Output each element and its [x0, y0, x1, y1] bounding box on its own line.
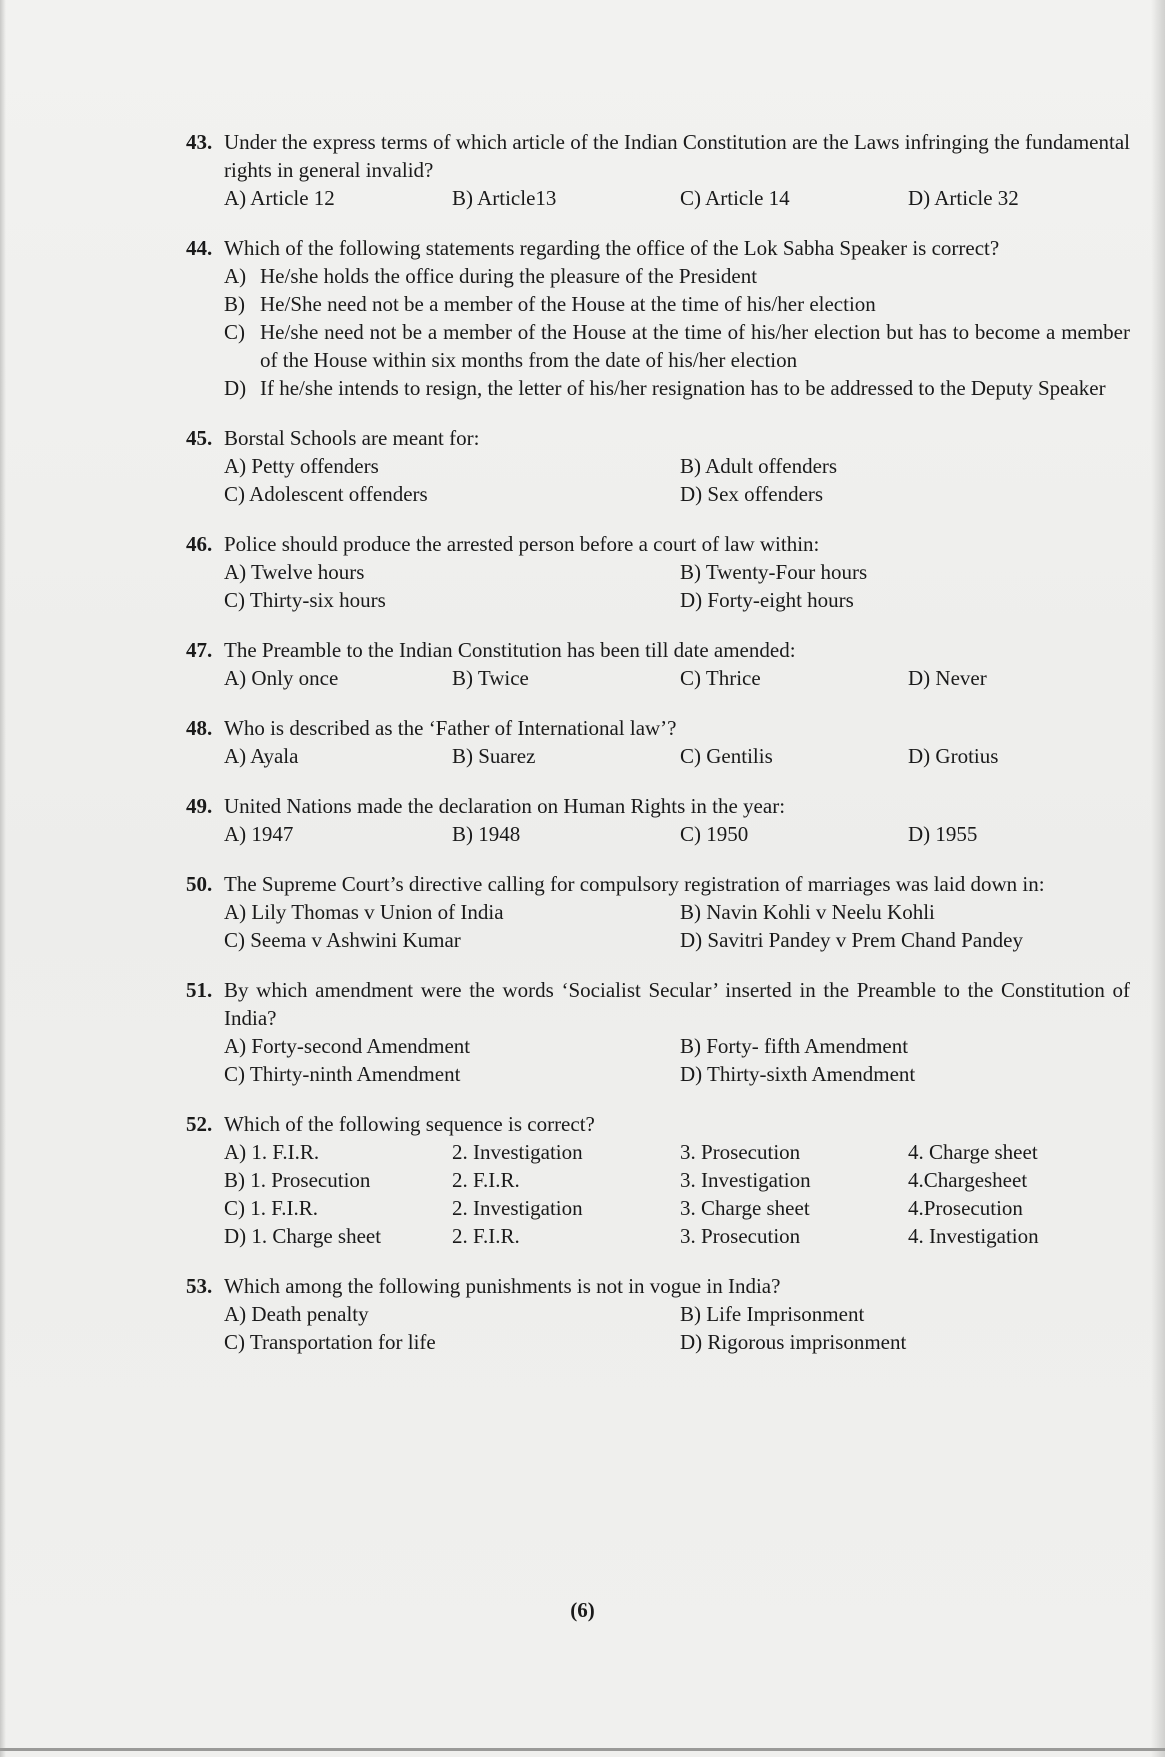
sequence-step: 2. F.I.R. [452, 1168, 520, 1192]
question-text: Under the express terms of which article of the Indian Constitution are the Laws infringing the fundamental rights in general invalid? [224, 130, 1130, 182]
options [224, 1138, 1130, 1250]
option-c [224, 1194, 1130, 1222]
option-b: B) Twenty-Four hours [680, 560, 868, 584]
option-a [224, 1138, 1130, 1166]
option-b [224, 1166, 1130, 1194]
question-number: 47. [186, 638, 213, 662]
option-b: B) Suarez [452, 744, 536, 768]
question-text: United Nations made the declaration on Human Rights in the year: [224, 794, 786, 818]
scan-edge-right [1151, 0, 1165, 1757]
option-label: C) [224, 320, 245, 344]
option-d: D) Never [908, 666, 987, 690]
options [224, 1032, 1130, 1088]
question-43 [186, 128, 1130, 212]
question-number: 48. [186, 716, 213, 740]
option-b [224, 290, 1130, 318]
options [224, 898, 1130, 954]
option-d [224, 1222, 1130, 1250]
question-53 [186, 1272, 1130, 1356]
option-b: B) Adult offenders [680, 454, 838, 478]
option-text: He/she need not be a member of the House at the time of his/her election but has to become a member of the House within six months from the date of his/her election [260, 320, 1130, 372]
question-51 [186, 976, 1130, 1088]
sequence-step: 3. Prosecution [680, 1140, 801, 1164]
option-d: D) 1955 [908, 822, 978, 846]
question-text: Which of the following statements regarding the office of the Lok Sabha Speaker is correct? [224, 236, 1000, 260]
option-a: A) Article 12 [224, 186, 335, 210]
question-47 [186, 636, 1130, 692]
sequence-step: 4.Chargesheet [908, 1168, 1028, 1192]
option-a: A) Forty-second Amendment [224, 1034, 471, 1058]
question-text: Which among the following punishments is not in vogue in India? [224, 1274, 781, 1298]
sequence-step: 2. Investigation [452, 1196, 583, 1220]
option-c: C) Thrice [680, 666, 761, 690]
option-label: D) [224, 376, 247, 400]
question-number: 43. [186, 130, 213, 154]
option-c: C) Adolescent offenders [224, 482, 428, 506]
options [224, 742, 1130, 770]
option-a: A) Death penalty [224, 1302, 369, 1326]
question-49 [186, 792, 1130, 848]
sequence-step: 3. Charge sheet [680, 1196, 810, 1220]
options [224, 452, 1130, 508]
scan-edge-left [0, 0, 6, 1757]
question-text: By which amendment were the words ‘Socialist Secular’ inserted in the Preamble to the Constitution of India? [224, 978, 1130, 1030]
option-d: D) Grotius [908, 744, 999, 768]
sequence-step: 3. Investigation [680, 1168, 811, 1192]
question-text: The Supreme Court’s directive calling for compulsory registration of marriages was laid down in: [224, 872, 1045, 896]
option-a: A) Ayala [224, 744, 299, 768]
option-text: He/She need not be a member of the House at the time of his/her election [260, 292, 876, 316]
option-text: If he/she intends to resign, the letter of his/her resignation has to be addressed to the Deputy Speaker [260, 376, 1106, 400]
sequence-step: 4. Charge sheet [908, 1140, 1038, 1164]
question-text: Borstal Schools are meant for: [224, 426, 480, 450]
sequence-step: 2. F.I.R. [452, 1224, 520, 1248]
question-number: 51. [186, 978, 213, 1002]
option-a: A) 1947 [224, 822, 294, 846]
option-b: B) Twice [452, 666, 529, 690]
option-b: B) Navin Kohli v Neelu Kohli [680, 900, 935, 924]
question-text: Police should produce the arrested person before a court of law within: [224, 532, 820, 556]
question-number: 46. [186, 532, 213, 556]
question-52 [186, 1110, 1130, 1250]
options [224, 558, 1130, 614]
page-number: (6) [570, 1598, 595, 1622]
options [224, 184, 1130, 212]
question-list [186, 128, 1130, 1356]
option-text: He/she holds the office during the pleasure of the President [260, 264, 758, 288]
sequence-step: D) 1. Charge sheet [224, 1224, 382, 1248]
option-c: C) Thirty-six hours [224, 588, 386, 612]
option-label: A) [224, 264, 247, 288]
option-d: D) Sex offenders [680, 482, 824, 506]
option-c: C) Seema v Ashwini Kumar [224, 928, 461, 952]
option-a: A) Petty offenders [224, 454, 379, 478]
option-a: A) Only once [224, 666, 339, 690]
option-d: D) Rigorous imprisonment [680, 1330, 907, 1354]
sequence-step: 2. Investigation [452, 1140, 583, 1164]
option-b: B) Article13 [452, 186, 557, 210]
sequence-step: 4.Prosecution [908, 1196, 1023, 1220]
question-50 [186, 870, 1130, 954]
question-46 [186, 530, 1130, 614]
option-c: C) Transportation for life [224, 1330, 436, 1354]
question-text: Which of the following sequence is correct? [224, 1112, 595, 1136]
option-c: C) Article 14 [680, 186, 790, 210]
sequence-step: B) 1. Prosecution [224, 1168, 371, 1192]
option-a: A) Twelve hours [224, 560, 365, 584]
question-45 [186, 424, 1130, 508]
question-number: 53. [186, 1274, 213, 1298]
option-c: C) 1950 [680, 822, 749, 846]
sequence-step: 3. Prosecution [680, 1224, 801, 1248]
option-d [224, 374, 1130, 402]
question-48 [186, 714, 1130, 770]
option-b: B) 1948 [452, 822, 521, 846]
option-c: C) Thirty-ninth Amendment [224, 1062, 461, 1086]
question-number: 45. [186, 426, 213, 450]
option-d: D) Forty-eight hours [680, 588, 854, 612]
question-44 [186, 234, 1130, 402]
question-number: 44. [186, 236, 213, 260]
option-a [224, 262, 1130, 290]
option-a: A) Lily Thomas v Union of India [224, 900, 504, 924]
sequence-step: 4. Investigation [908, 1224, 1039, 1248]
options [224, 664, 1130, 692]
options [224, 1300, 1130, 1356]
option-d: D) Savitri Pandey v Prem Chand Pandey [680, 928, 1023, 952]
option-c: C) Gentilis [680, 744, 773, 768]
option-d: D) Article 32 [908, 186, 1019, 210]
question-text: Who is described as the ‘Father of International law’? [224, 716, 677, 740]
sequence-step: A) 1. F.I.R. [224, 1140, 320, 1164]
option-c [224, 318, 1130, 374]
sequence-step: C) 1. F.I.R. [224, 1196, 318, 1220]
options [224, 262, 1130, 402]
scan-bottom-line [0, 1748, 1165, 1751]
question-text: The Preamble to the Indian Constitution has been till date amended: [224, 638, 796, 662]
option-label: B) [224, 292, 245, 316]
option-b: B) Life Imprisonment [680, 1302, 865, 1326]
question-number: 52. [186, 1112, 213, 1136]
option-d: D) Thirty-sixth Amendment [680, 1062, 916, 1086]
question-number: 50. [186, 872, 213, 896]
question-number: 49. [186, 794, 213, 818]
options [224, 820, 1130, 848]
option-b: B) Forty- fifth Amendment [680, 1034, 909, 1058]
